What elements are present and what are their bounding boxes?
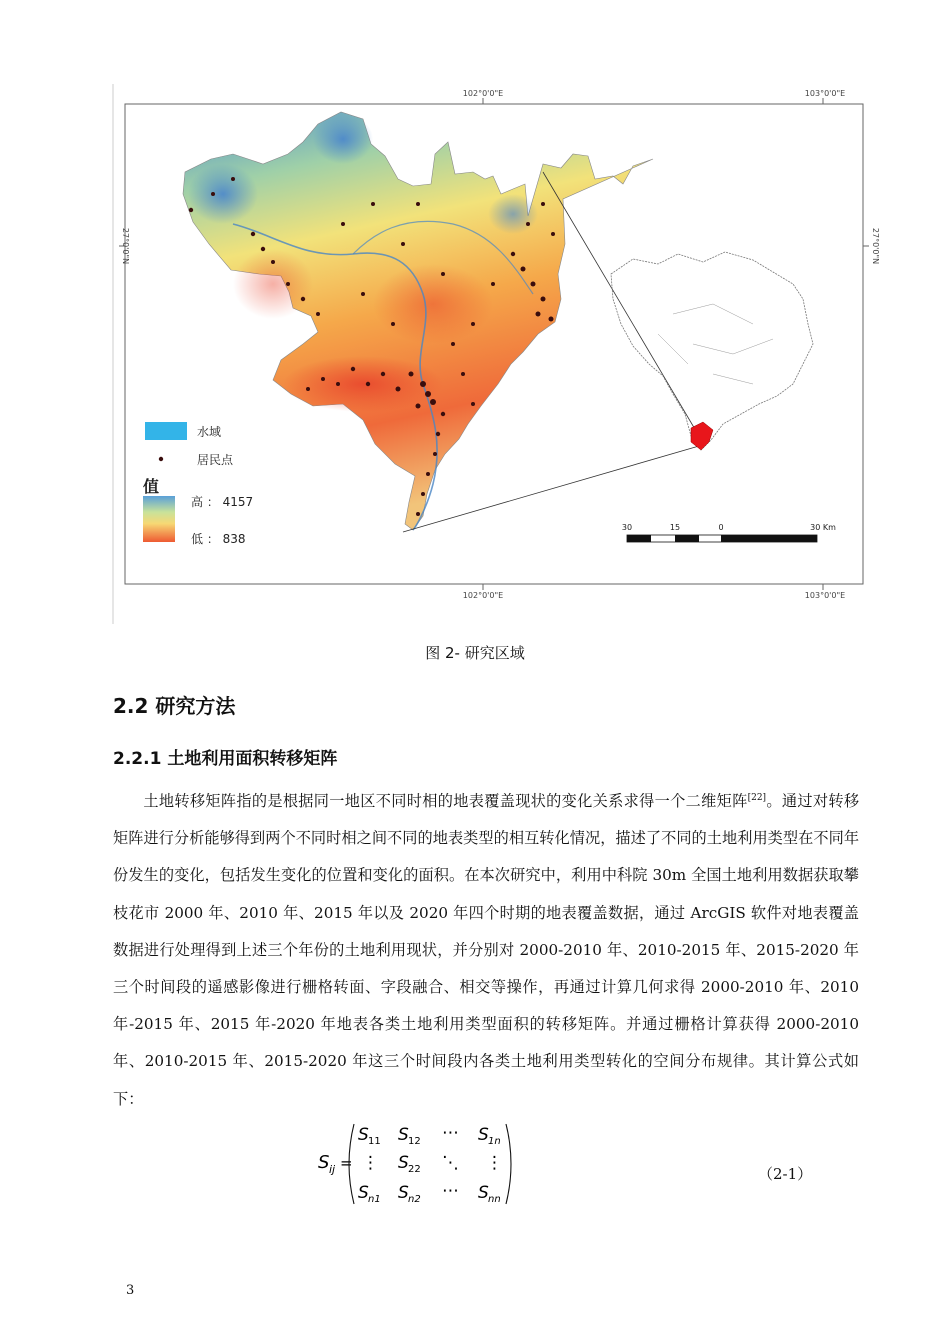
- matrix-entry: S: [358, 1125, 369, 1145]
- formula-lhs-sub: ij: [329, 1163, 336, 1176]
- paragraph-text-part2: 。通过对转移矩阵进行分析能够得到两个不同时相之间不同的地表类型的相互转化情况，描述了不同的土地利用类型在不同年份发生的变化，包括发生变化的位置和变化的面积。在本次研究中，利用中科院 30m 全国土地利用数据获取攀枝花市 2000 年、2010 年、2015 年以及 2020 年四个时期的地表覆盖数据，通过 ArcGIS 软件对地表覆盖数据进行处理得到上述三个年份的土地利用现状，并分别对 2000-2010 年、2010-2015 年、2015-2020 年三个时间段的遥感影像进行栅格转面、字段融合、相交等操作，再通过计算几何求得 2000-2010 年、2010 年-2015 年、2015 年-2020 年地表各类土地利用类型面积的转移矩阵。并通过栅格计算获得 2000-2010 年、2010-2015 年、2015-2020 年这三个时间段内各类土地利用类型转化的空间分布规律。其计算公式如下：: [113, 792, 860, 1108]
- elevation-gradient-swatch: [143, 496, 175, 542]
- right-paren: [506, 1124, 511, 1204]
- legend-low-label: 低 ： 838: [191, 532, 246, 546]
- lat-label-left: 27°0'0"N: [121, 227, 130, 265]
- scale-label: 30 Km: [810, 523, 836, 532]
- matrix-entry-sub: n2: [408, 1194, 421, 1205]
- matrix-entry: ⋮: [486, 1153, 503, 1173]
- formula-svg: [318, 1120, 518, 1210]
- lon-label-bottom-left: 102°0'0"E: [462, 591, 504, 600]
- matrix-entry-sub: 11: [368, 1136, 381, 1147]
- matrix-entry: S: [478, 1125, 489, 1145]
- lon-label-bottom-right: 103°0'0"E: [804, 591, 846, 600]
- matrix-entry-sub: 22: [408, 1164, 421, 1175]
- matrix-entry: S: [398, 1183, 409, 1203]
- lon-label-top-right: 103°0'0"E: [804, 89, 846, 98]
- matrix-entry-sub: n1: [368, 1194, 381, 1205]
- body-paragraph: [113, 780, 859, 1118]
- map-svg: [113, 84, 880, 624]
- water-swatch: [145, 422, 187, 440]
- scale-label: 30: [621, 523, 633, 532]
- lon-label-top-left: 102°0'0"E: [462, 89, 504, 98]
- scale-label: 0: [718, 523, 724, 532]
- matrix-entry: ⋮: [362, 1153, 379, 1173]
- matrix-entry: S: [398, 1153, 409, 1173]
- matrix-entry-sub: 12: [408, 1136, 421, 1147]
- lat-label-right: 27°0'0"N: [871, 227, 880, 265]
- matrix-entry: S: [398, 1125, 409, 1145]
- formula-equals: =: [340, 1154, 353, 1172]
- formula-lhs: S: [318, 1152, 330, 1173]
- citation-ref: [22]: [747, 793, 767, 803]
- paragraph-text-part1: 土地转移矩阵指的是根据同一地区不同时相的地表覆盖现状的变化关系求得一个二维矩阵: [143, 792, 748, 811]
- matrix-entry: ⋱: [442, 1153, 459, 1173]
- subsection-heading: 2.2.1 土地利用面积转移矩阵: [113, 749, 338, 769]
- scale-label: 15: [669, 523, 681, 532]
- transfer-matrix-formula: [318, 1120, 518, 1210]
- study-area-map: [113, 84, 880, 624]
- equation-number: （2-1）: [758, 1165, 813, 1183]
- matrix-entry: S: [358, 1183, 369, 1203]
- matrix-entry: S: [478, 1183, 489, 1203]
- page-number: 3: [126, 1283, 135, 1298]
- legend-high-label: 高 ： 4157: [191, 495, 254, 509]
- settlement-dot-swatch: [159, 457, 163, 461]
- matrix-entry-sub: 1n: [488, 1136, 501, 1147]
- matrix-entry: ⋯: [442, 1181, 459, 1201]
- figure-caption: 图 2- 研究区域: [425, 644, 525, 662]
- matrix-entry: ⋯: [442, 1123, 459, 1143]
- matrix-entry-sub: nn: [488, 1194, 501, 1205]
- legend-water-label: 水域: [197, 425, 222, 439]
- legend-value-title: 值: [143, 477, 160, 496]
- section-heading: 2.2 研究方法: [113, 694, 236, 718]
- legend-settlement-label: 居民点: [197, 453, 234, 467]
